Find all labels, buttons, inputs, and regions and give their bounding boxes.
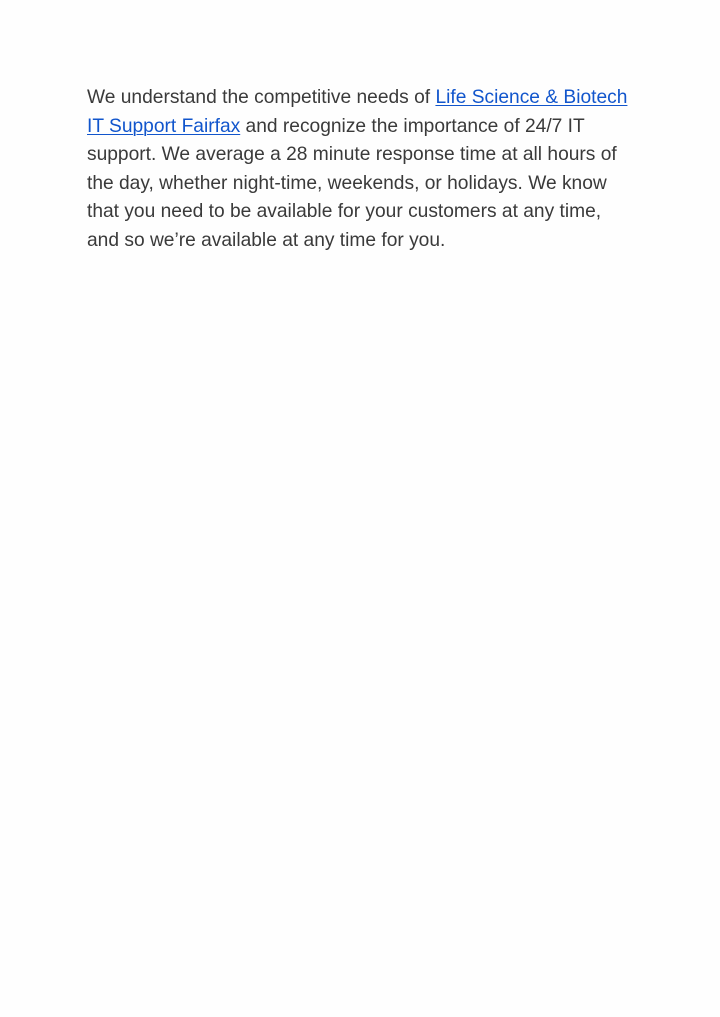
body-paragraph bbox=[87, 84, 637, 255]
paragraph-text-before-link: We understand the competitive needs of bbox=[87, 87, 436, 108]
paragraph-text-after-link: and recognize the importance of 24/7 IT support. We average a 28 minute response time at all hours of the day, whether night-time, weekends, or holidays. We know that you need to be available for your customers at any time, and so we’re available at any time for you. bbox=[87, 115, 617, 251]
life-science-biotech-it-support-link[interactable]: Life Science & Biotech IT Support Fairfax bbox=[87, 87, 628, 137]
